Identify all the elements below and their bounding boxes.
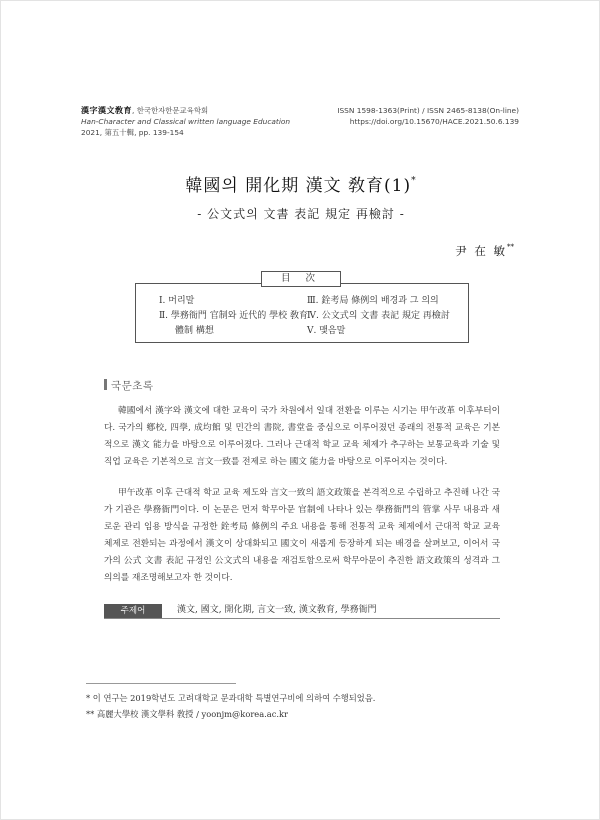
journal-name-row: 漢字漢文敎育, 한국한자한문교육학회: [81, 105, 209, 115]
toc-item: Ⅱ. 學務衙門 官制와 近代的 學校 敎育: [159, 311, 308, 321]
issue-info: 2021, 第五十輯, pp. 139-154: [81, 128, 184, 137]
issn: ISSN 1598-1363(Print) / ISSN 2465-8138(On-line): [337, 106, 519, 115]
author-name: 尹 在 敏: [455, 244, 507, 258]
toc-item: Ⅰ. 머리말: [159, 296, 195, 306]
footnote: ** 高麗大學校 漢文學科 敎授 / yoonjm@korea.ac.kr: [86, 709, 289, 719]
doi-link[interactable]: https://doi.org/10.15670/HACE.2021.50.6.139: [349, 117, 519, 126]
footnote-divider: [86, 683, 236, 684]
abstract-paragraph-1: [104, 403, 500, 471]
society-name: 한국한자한문교육학회: [136, 106, 209, 115]
toc-left-column: [159, 294, 308, 339]
toc-heading: 目 次: [261, 271, 341, 287]
identifier-header: [337, 105, 519, 127]
abstract-paragraph-2: [104, 485, 500, 587]
abstract-paragraph-text: 甲午改革 이후 근대적 학교 교육 제도와 言文一致의 語文政策을 본격적으로 수립하고 추진해 나간 국가 기관은 學務衙門이다. 이 논문은 먼저 학무아문 官制에 나타나 있는 學務衙門의 管掌 사무 내용과 새로운 관리 임용 방식을 규정한 銓考局 條例의 주요 내용을 통해 전통적 교육 체제에서 근대적 학교 교육 체제로 전환되는 과정에서 漢文이 상대화되고 國文이 새롭게 등장하게 되는 배경을 살펴보고, 이어서 국가의 公式 文書 表記 규정인 公文式의 내용을 재검토함으로써 학무아문이 추진한 語文政策의 성격과 그 의의를 재조명해보고자 한 것이다.: [104, 488, 500, 583]
keywords-text: 漢文, 國文, 開化期, 言文一致, 漢文敎育, 學務衙門: [177, 605, 377, 615]
author: [455, 243, 514, 259]
journal-logo: 漢字漢文敎育: [81, 105, 132, 115]
toc-item: Ⅲ. 銓考局 條例의 배경과 그 의의: [307, 296, 439, 306]
toc-right-column: [307, 294, 450, 339]
paper-title: [1, 171, 600, 196]
toc-item: 體制 構想: [175, 326, 214, 336]
journal-header: [81, 105, 290, 138]
toc-item: Ⅳ. 公文式의 文書 表記 規定 再檢討: [307, 311, 450, 321]
keywords-divider: [104, 618, 500, 619]
abstract-paragraph-text: 韓國에서 漢字와 漢文에 대한 교육이 국가 차원에서 일대 전환을 이루는 시기는 甲午改革 이후부터이다. 국가의 鄕校, 四學, 成均館 및 민간의 書院, 書堂을 중심으로 이루어졌던 종래의 전통적 교육은 기본적으로 漢文 能力을 바탕으로 이루어졌다. 그러나 근대적 학교 교육 체제가 추구하는 보통교육과 기술 및 직업 교육은 기본적으로 言文一致를 전제로 하는 國文 能力을 바탕으로 이루어지는 것이다.: [104, 406, 500, 467]
abstract-heading-text: 국문초록: [111, 380, 154, 392]
author-footnote-mark: **: [507, 243, 514, 251]
journal-english-name: Han-Character and Classical written language Education: [81, 117, 291, 126]
toc-item: Ⅴ. 맺음말: [307, 326, 346, 336]
title-footnote-mark: *: [411, 176, 417, 186]
footnote: * 이 연구는 2019학년도 고려대학교 문과대학 특별연구비에 의하여 수행되었음.: [86, 693, 376, 703]
paper-subtitle: - 公文式의 文書 表記 規定 再檢討 -: [197, 207, 405, 221]
abstract-heading: [104, 378, 154, 393]
paper-title-text: 韓國의 開化期 漢文 敎育(1): [185, 176, 412, 196]
keywords-label: 주제어: [104, 604, 162, 618]
